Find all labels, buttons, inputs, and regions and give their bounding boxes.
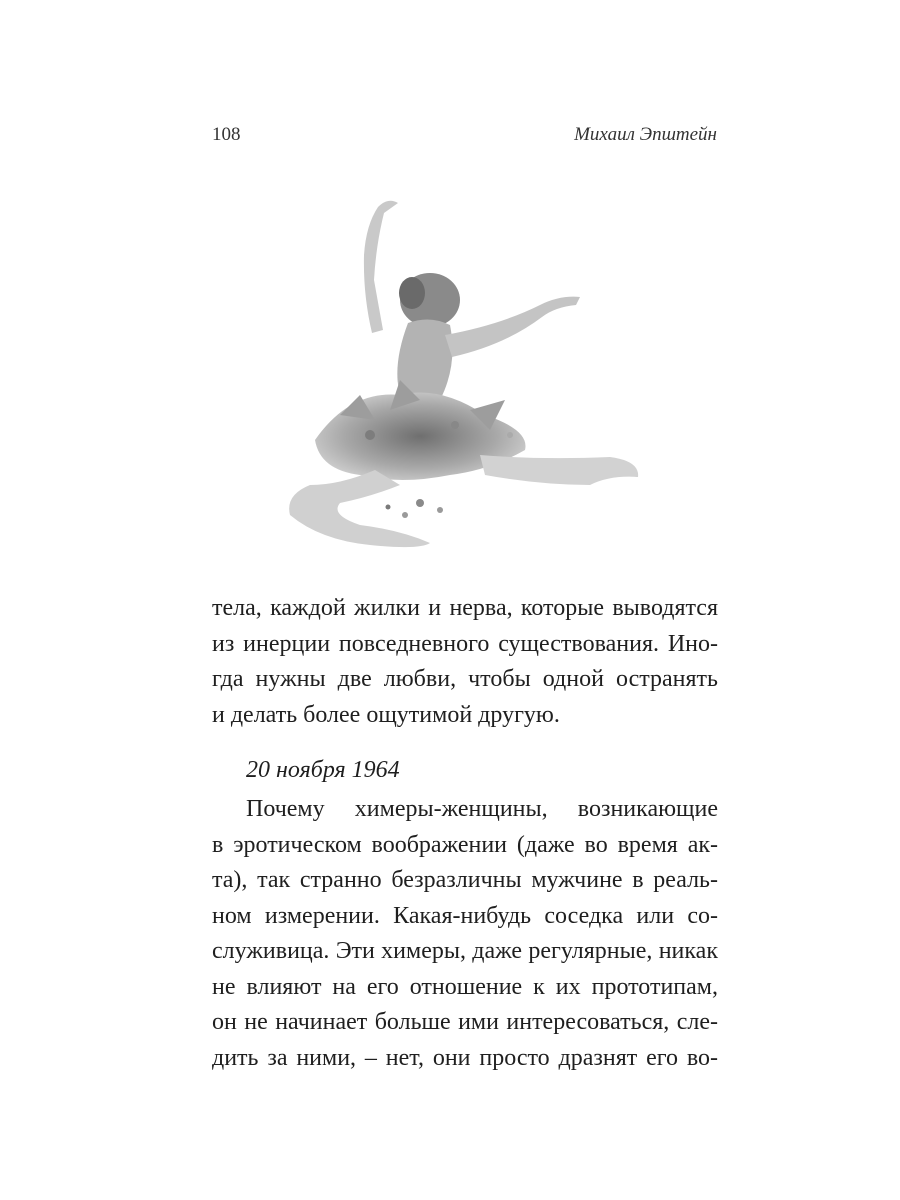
text-line: в эротическом воображении (даже во время ак- bbox=[212, 831, 718, 858]
running-header bbox=[212, 124, 717, 146]
ballerina-watercolor-icon bbox=[280, 185, 650, 560]
entry-date: 20 ноября 1964 bbox=[246, 757, 400, 783]
page-number: 108 bbox=[212, 124, 241, 145]
text-line: ном измерении. Какая-нибудь соседка или со- bbox=[212, 902, 718, 929]
text-line: из инерции повседневного существования. Ино- bbox=[212, 630, 718, 657]
text-line: тела, каждой жилки и нерва, которые выводятся bbox=[212, 595, 718, 621]
text-line: та), так странно безразличны мужчине в реаль- bbox=[212, 867, 718, 893]
text-line: и делать более ощутимой другую. bbox=[212, 701, 560, 728]
ballerina-illustration bbox=[280, 185, 650, 560]
text-line: он не начинает больше ими интересоваться, сле- bbox=[212, 1009, 718, 1035]
text-line: не влияют на его отношение к их прототипам, bbox=[212, 973, 718, 1000]
paragraph-entry bbox=[212, 792, 718, 1076]
text-line: дить за ними, – нет, они просто дразнят его во- bbox=[212, 1044, 718, 1071]
running-head-author: Михаил Эпштейн bbox=[574, 124, 717, 145]
text-line: служивица. Эти химеры, даже регулярные, никак bbox=[212, 938, 718, 964]
text-line: Почему химеры-женщины, возникающие bbox=[246, 796, 718, 822]
paragraph-continued bbox=[212, 591, 718, 733]
text-line: гда нужны две любви, чтобы одной остранять bbox=[212, 666, 718, 692]
